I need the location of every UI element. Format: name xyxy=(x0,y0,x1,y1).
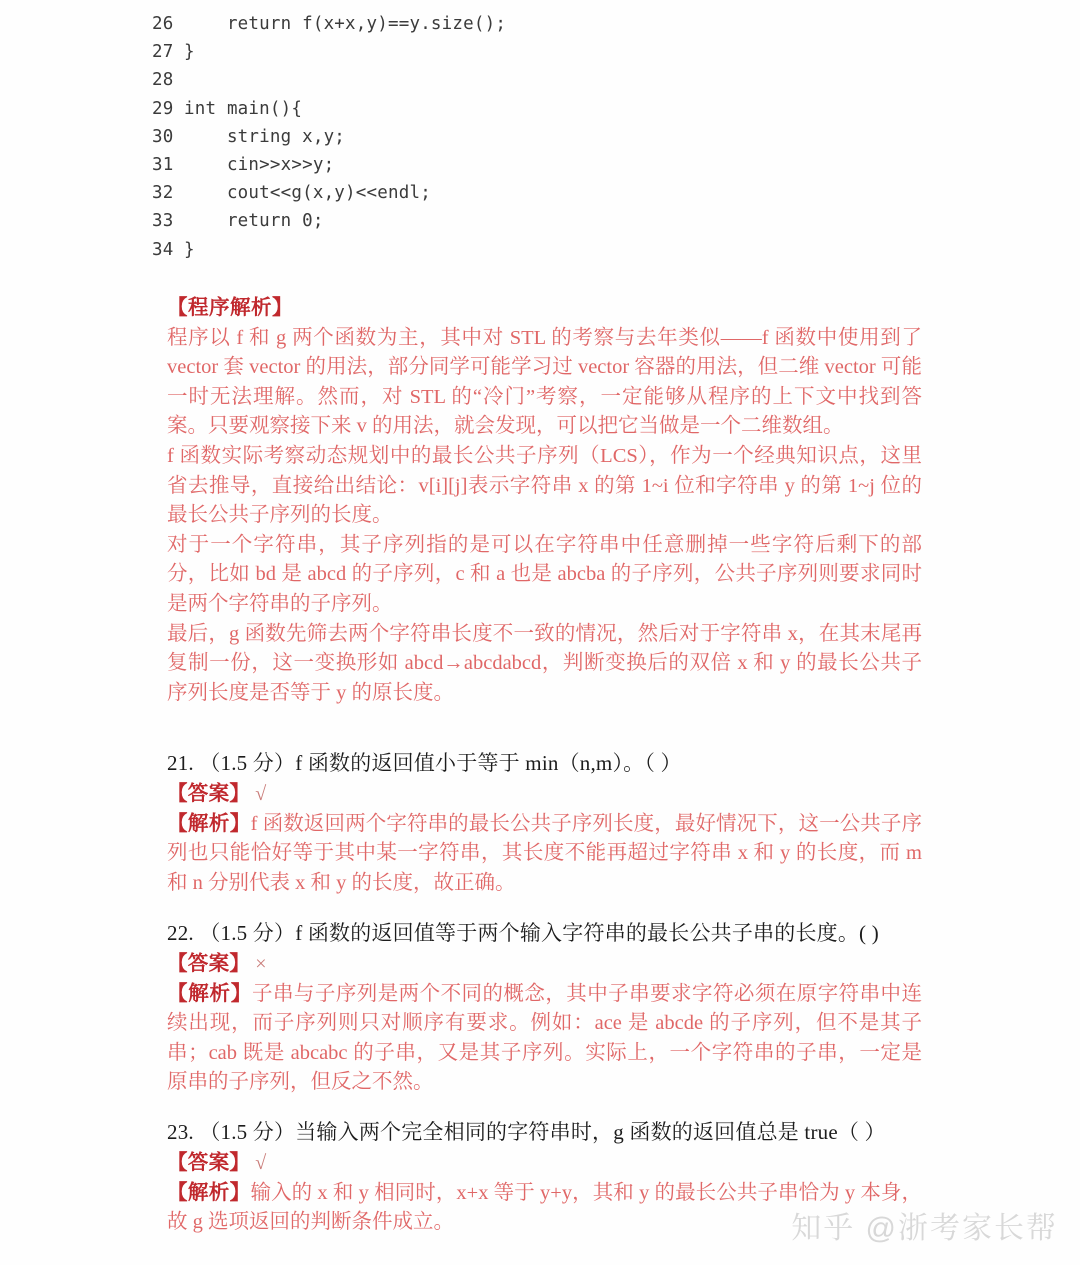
answer-label-23: 【答案】 xyxy=(167,1152,251,1174)
code-line-number: 26 xyxy=(152,14,174,34)
answer-mark-22: × xyxy=(255,953,267,975)
question-score-22: （1.5 分） xyxy=(199,921,296,945)
question-block-21 xyxy=(167,748,922,898)
program-analysis-paragraph-2: f 函数实际考察动态规划中的最长公共子序列（LCS），作为一个经典知识点，这里省去推导，直接给出结论：v[i][j]表示字符串 x 的第 1~i 位和字符串 y 的第 1~j 位的最长公共子序列的长度。 xyxy=(167,444,922,527)
code-line xyxy=(152,236,852,264)
question-stem-21 xyxy=(167,748,922,778)
code-line-number: 27 xyxy=(152,42,174,63)
code-line-text: return f(x+x,y)==y.size(); xyxy=(184,14,507,34)
code-line xyxy=(152,10,852,38)
answer-row-23 xyxy=(167,1149,922,1179)
answer-row-21 xyxy=(167,780,922,810)
explanation-text-22: 子串与子序列是两个不同的概念，其中子串要求字符必须在原字符串中连续出现，而子序列则只对顺序有要求。例如：ace 是 abcde 的子序列，但不是其子串；cab 既是 abcabc 的子串，又是其子序列。实际上，一个字符串的子串，一定是原串的子序列，但反之不然。 xyxy=(167,982,923,1094)
question-score-21: （1.5 分） xyxy=(199,751,296,775)
code-line-number: 30 xyxy=(152,126,174,147)
answer-label-22: 【答案】 xyxy=(167,953,251,975)
code-line-text: cin>>x>>y; xyxy=(184,154,335,175)
question-text-23: 当输入两个完全相同的字符串时，g 函数的返回值总是 true（ ） xyxy=(295,1120,886,1144)
question-text-22: f 函数的返回值等于两个输入字符串的最长公共子串的长度。( ) xyxy=(295,921,879,945)
code-line xyxy=(152,151,852,179)
explanation-22 xyxy=(167,980,922,1098)
program-analysis-paragraph-4: 最后，g 函数先筛去两个字符串长度不一致的情况，然后对于字符串 x，在其末尾再复制一份，这一变换形如 abcd→abcdabcd，判断变换后的双倍 x 和 y 的最长公共子序列长度是否等于 y 的原长度。 xyxy=(167,622,922,704)
program-analysis-section xyxy=(167,294,922,708)
code-line xyxy=(152,66,852,94)
code-line-number: 32 xyxy=(152,183,174,204)
question-stem-22 xyxy=(167,918,922,948)
code-line-text: } xyxy=(184,239,195,260)
code-line xyxy=(152,207,852,235)
code-line-number: 34 xyxy=(152,239,174,260)
answer-mark-23: √ xyxy=(255,1152,267,1174)
question-number-21: 21. xyxy=(167,751,194,775)
code-line-number: 31 xyxy=(152,154,174,175)
question-block-22 xyxy=(167,918,922,1098)
code-line-number: 28 xyxy=(152,70,174,91)
question-number-22: 22. xyxy=(167,921,194,945)
explanation-text-21: f 函数返回两个字符串的最长公共子序列长度，最好情况下，这一公共子序列也只能恰好等于其中某一字符串，其长度不能再超过字符串 x 和 y 的长度，而 m 和 n 分别代表 x 和 y 的长度，故正确。 xyxy=(167,812,923,894)
code-line xyxy=(152,95,852,123)
code-line-text: cout<<g(x,y)<<endl; xyxy=(184,183,431,204)
code-line-number: 33 xyxy=(152,211,174,232)
answer-mark-21: √ xyxy=(255,783,267,805)
explanation-21 xyxy=(167,810,922,899)
code-listing xyxy=(152,10,852,264)
question-stem-23 xyxy=(167,1117,922,1147)
code-line-text: return 0; xyxy=(184,211,324,232)
program-analysis-paragraph-1: 程序以 f 和 g 两个函数为主，其中对 STL 的考察与去年类似——f 函数中使用到了 vector 套 vector 的用法，部分同学可能学习过 vector 容器的用法，但二维 vector 可能一时无法理解。然而，对 STL 的“冷门”考察，一定能够从程序的上下文中找到答案。只要观察接下来 v 的用法，就会发现，可以把它当做是一个二维数组。 xyxy=(167,326,922,438)
program-analysis-paragraph-3: 对于一个字符串，其子序列指的是可以在字符串中任意删掉一些字符后剩下的部分，比如 bd 是 abcd 的子序列，c 和 a 也是 abcba 的子序列，公共子序列则要求同时是两个字符串的子序列。 xyxy=(167,533,922,615)
code-line-text: string x,y; xyxy=(184,126,346,147)
question-number-23: 23. xyxy=(167,1120,194,1144)
watermark: 知乎 @浙考家长帮 xyxy=(791,1212,1058,1245)
answer-label-21: 【答案】 xyxy=(167,783,251,805)
question-score-23: （1.5 分） xyxy=(199,1120,296,1144)
code-line-number: 29 xyxy=(152,98,174,119)
explanation-text-23: 输入的 x 和 y 相同时，x+x 等于 y+y，其和 y 的最长公共子串恰为 y 本身，故 g 选项返回的判断条件成立。 xyxy=(167,1181,922,1234)
explanation-label-23: 【解析】 xyxy=(167,1181,251,1204)
code-line-text: } xyxy=(184,42,195,63)
code-line-text: int main(){ xyxy=(184,98,303,119)
code-line xyxy=(152,123,852,151)
answer-row-22 xyxy=(167,950,922,980)
explanation-label-22: 【解析】 xyxy=(167,982,253,1005)
code-line xyxy=(152,38,852,66)
code-line xyxy=(152,179,852,207)
explanation-label-21: 【解析】 xyxy=(167,812,251,835)
program-analysis-heading: 【程序解析】 xyxy=(167,297,293,319)
question-text-21: f 函数的返回值小于等于 min（n,m）。（ ） xyxy=(295,751,682,775)
